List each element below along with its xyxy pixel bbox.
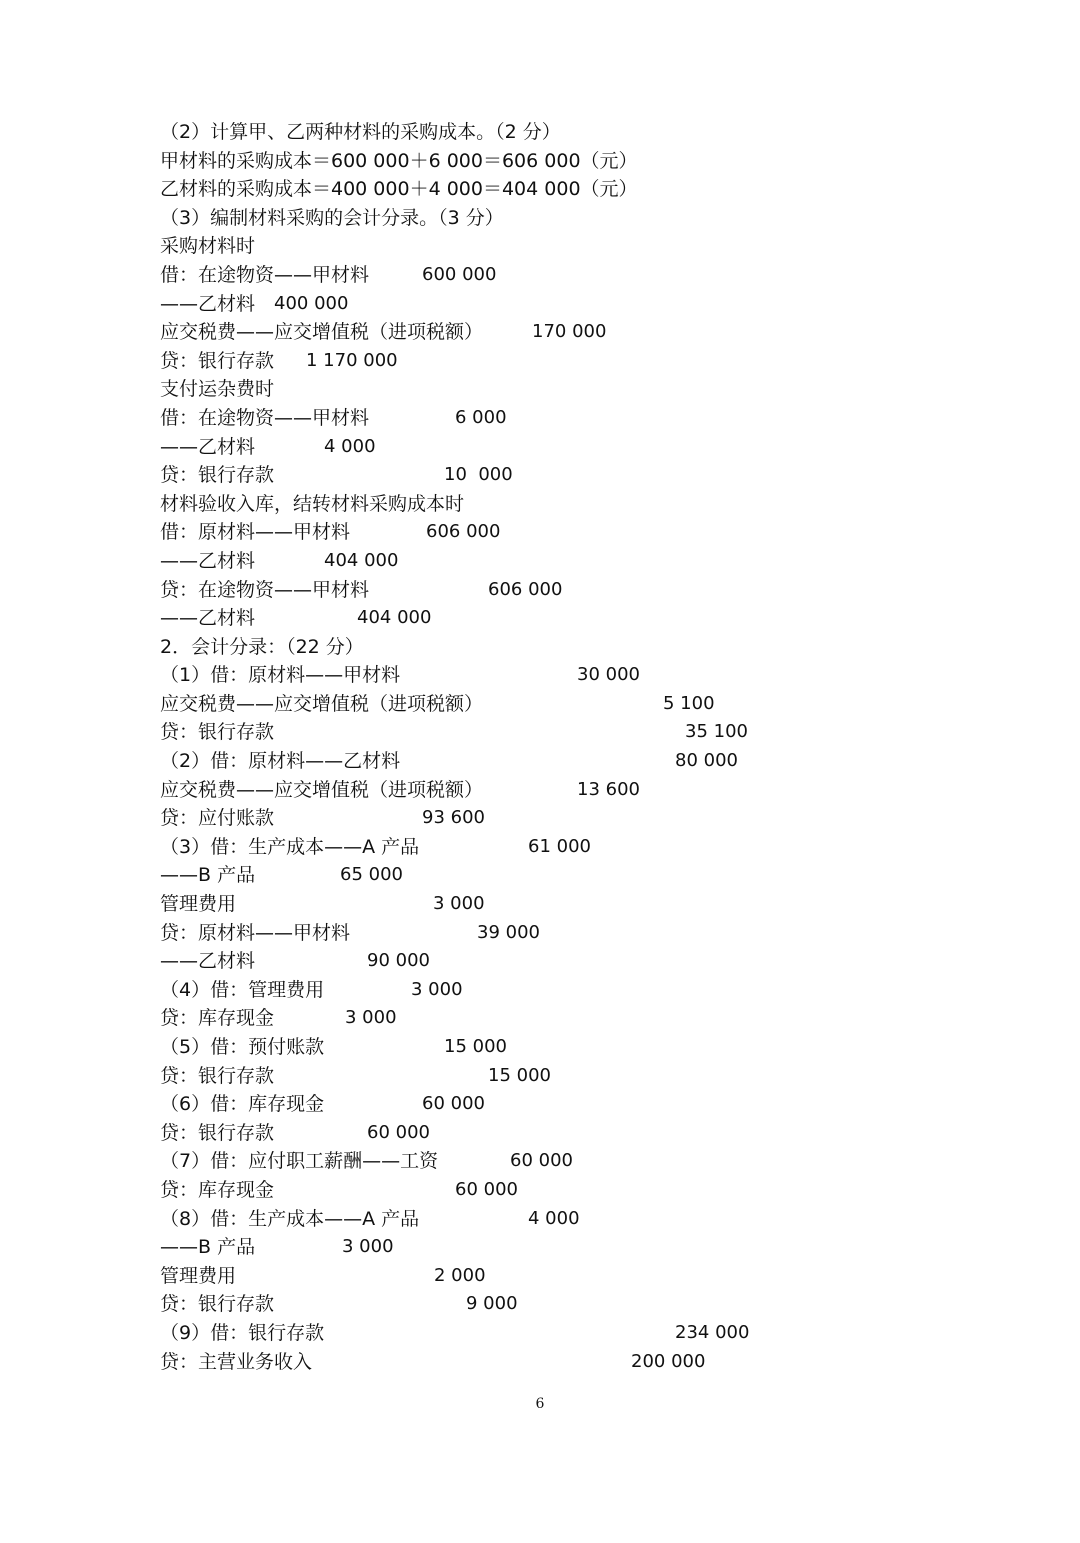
amount: 15 000 (444, 1036, 507, 1057)
entry-line (160, 1004, 920, 1033)
entry-line (160, 518, 920, 547)
account-name: 贷：银行存款 (160, 464, 275, 487)
amount: 13 600 (577, 778, 640, 800)
journal-entries (160, 118, 920, 1376)
text-line (160, 118, 920, 147)
account-name: ——乙材料 (160, 292, 256, 315)
amount: 400 000 (274, 292, 349, 314)
account-name: 贷：库存现金 (160, 1178, 275, 1201)
amount: 15 000 (488, 1064, 551, 1086)
account-name: （2）借：原材料——乙材料 (160, 750, 401, 773)
entry-line (160, 1033, 920, 1062)
amount: 1 170 000 (306, 349, 398, 371)
text-line (160, 147, 920, 176)
account-name: ——乙材料 (160, 607, 256, 630)
account-name: 贷：银行存款 (160, 1293, 275, 1316)
entry-line (160, 919, 920, 948)
text-line (160, 490, 920, 519)
amount: 5 100 (663, 692, 715, 714)
account-name: 贷：银行存款 (160, 1064, 275, 1087)
entry-line (160, 690, 920, 719)
line-text: 2．会计分录：（22 分） (160, 635, 364, 658)
entry-line (160, 747, 920, 776)
amount: 606 000 (426, 521, 501, 543)
account-name: 应交税费——应交增值税（进项税额） (160, 321, 484, 344)
amount: 234 000 (675, 1321, 750, 1343)
account-name: 管理费用 (160, 893, 237, 916)
account-name: 管理费用 (160, 1264, 237, 1287)
entry-line (160, 661, 920, 690)
account-name: （7）借：应付职工薪酬——工资 (160, 1150, 439, 1173)
amount: 600 000 (422, 263, 497, 285)
amount: 6 000 (455, 406, 507, 428)
entry-line (160, 804, 920, 833)
amount: 60 000 (455, 1178, 518, 1200)
entry-line (160, 1262, 920, 1291)
line-text: 采购材料时 (160, 235, 256, 258)
amount: 3 000 (342, 1236, 394, 1258)
account-name: 贷：原材料——甲材料 (160, 921, 351, 944)
account-name: （4）借：管理费用 (160, 978, 325, 1001)
entry-line (160, 604, 920, 633)
account-name: 借：原材料——甲材料 (160, 521, 351, 544)
account-name: 贷：银行存款 (160, 349, 275, 372)
amount: 60 000 (422, 1093, 485, 1115)
amount: 35 100 (685, 721, 748, 743)
account-name: 借：在途物资——甲材料 (160, 406, 370, 429)
amount: 606 000 (488, 578, 563, 600)
entry-line (160, 1147, 920, 1176)
entry-line (160, 547, 920, 576)
entry-line (160, 1348, 920, 1377)
account-name: 贷：库存现金 (160, 1007, 275, 1030)
amount: 90 000 (367, 950, 430, 972)
amount: 3 000 (411, 978, 463, 1000)
entry-line (160, 833, 920, 862)
entry-line (160, 1319, 920, 1348)
entry-line (160, 576, 920, 605)
account-name: ——乙材料 (160, 549, 256, 572)
amount: 3 000 (433, 893, 485, 915)
account-name: ——乙材料 (160, 435, 256, 458)
entry-line (160, 776, 920, 805)
page-number: 6 (535, 1396, 545, 1412)
amount: 30 000 (577, 664, 640, 686)
account-name: （6）借：库存现金 (160, 1093, 325, 1116)
amount: 404 000 (324, 549, 399, 571)
entry-line (160, 718, 920, 747)
text-line (160, 232, 920, 261)
entry-line (160, 433, 920, 462)
amount: 4 000 (324, 435, 376, 457)
account-name: 应交税费——应交增值税（进项税额） (160, 692, 484, 715)
account-name: ——B 产品 (160, 864, 256, 887)
entry-line (160, 1176, 920, 1205)
account-name: 贷：在途物资——甲材料 (160, 578, 370, 601)
entry-line (160, 318, 920, 347)
account-name: （8）借：生产成本——A 产品 (160, 1207, 420, 1230)
amount: 2 000 (434, 1264, 486, 1286)
account-name: 贷：主营业务收入 (160, 1350, 313, 1373)
entry-line (160, 261, 920, 290)
text-line (160, 175, 920, 204)
entry-line (160, 1062, 920, 1091)
text-line (160, 375, 920, 404)
entry-line (160, 890, 920, 919)
account-name: 借：在途物资——甲材料 (160, 263, 370, 286)
entry-line (160, 1119, 920, 1148)
amount: 200 000 (631, 1350, 706, 1372)
entry-line (160, 1090, 920, 1119)
entry-line (160, 1290, 920, 1319)
account-name: （9）借：银行存款 (160, 1321, 325, 1344)
amount: 9 000 (466, 1293, 518, 1315)
amount: 404 000 (357, 607, 432, 629)
entry-line (160, 347, 920, 376)
account-name: ——B 产品 (160, 1236, 256, 1259)
account-name: ——乙材料 (160, 950, 256, 973)
account-name: （1）借：原材料——甲材料 (160, 664, 401, 687)
amount: 39 000 (477, 921, 540, 943)
account-name: 贷：银行存款 (160, 721, 275, 744)
amount: 170 000 (532, 321, 607, 343)
text-line (160, 204, 920, 233)
entry-line (160, 861, 920, 890)
entry-line (160, 1233, 920, 1262)
line-text: 支付运杂费时 (160, 378, 275, 401)
amount: 80 000 (675, 750, 738, 772)
account-name: 贷：应付账款 (160, 807, 275, 830)
entry-line (160, 290, 920, 319)
line-text: （3）编制材料采购的会计分录。（3 分） (160, 206, 504, 229)
entry-line (160, 404, 920, 433)
amount: 3 000 (345, 1007, 397, 1029)
entry-line (160, 461, 920, 490)
line-text: 材料验收入库，结转材料采购成本时 (160, 492, 465, 515)
line-text: （2）计算甲、乙两种材料的采购成本。（2 分） (160, 121, 561, 143)
line-text: 乙材料的采购成本＝400 000＋4 000＝404 000（元） (160, 178, 638, 201)
amount: 61 000 (528, 835, 591, 857)
entry-line (160, 976, 920, 1005)
amount: 10 000 (444, 464, 513, 486)
entry-line (160, 947, 920, 976)
line-text: 甲材料的采购成本＝600 000＋6 000＝606 000（元） (160, 149, 638, 172)
amount: 60 000 (367, 1121, 430, 1143)
amount: 4 000 (528, 1207, 580, 1229)
account-name: （3）借：生产成本——A 产品 (160, 835, 420, 858)
account-name: 贷：银行存款 (160, 1121, 275, 1144)
amount: 60 000 (510, 1150, 573, 1172)
section-heading (160, 633, 920, 662)
amount: 65 000 (340, 864, 403, 886)
amount: 93 600 (422, 807, 485, 829)
entry-line (160, 1205, 920, 1234)
account-name: （5）借：预付账款 (160, 1036, 325, 1058)
account-name: 应交税费——应交增值税（进项税额） (160, 778, 484, 801)
